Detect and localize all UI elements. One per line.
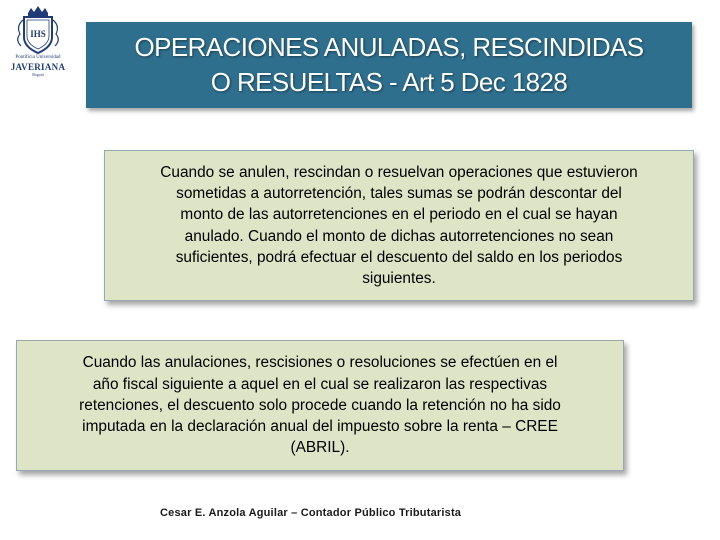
university-logo (6, 4, 70, 76)
paragraph-line: retenciones, el descuento solo procede cuando la retención no ha sido (79, 396, 561, 414)
paragraph-line: año fiscal siguiente a aquel en el cual se realizaron las respectivas (92, 375, 548, 393)
title-line: O RESUELTAS - Art 5 Dec 1828 (210, 67, 568, 97)
emblem-letters: IHS (30, 29, 46, 39)
crest-icon (6, 4, 70, 56)
paragraph-line: siguientes. (362, 269, 436, 287)
author-footer: Cesar E. Anzola Aguilar – Contador Público Tributarista (160, 507, 462, 519)
paragraph-box-2 (16, 340, 624, 471)
paragraph-line: imputada en la declaración anual del impuesto sobre la renta – CREE (82, 418, 558, 436)
paragraph-box-1 (104, 150, 694, 301)
logo-name: JAVERIANA (10, 62, 66, 72)
paragraph-line: sometidas a autorretención, tales sumas se podrán descontar del (176, 185, 622, 203)
paragraph-line: (ABRIL). (290, 439, 350, 457)
logo-city: Bogotá (32, 72, 44, 77)
paragraph-line: suficientes, podrá efectuar el descuento del saldo en los periodos (175, 248, 623, 266)
paragraph-line: monto de las autorretenciones en el periodo en el cual se hayan (180, 206, 618, 224)
paragraph-line: anulado. Cuando el monto de dichas autorretenciones no sean (184, 227, 614, 245)
paragraph-line: Cuando las anulaciones, rescisiones o resoluciones se efectúen en el (82, 354, 558, 372)
slide-title (86, 22, 692, 108)
title-line: OPERACIONES ANULADAS, RESCINDIDAS (134, 32, 644, 62)
paragraph-line: Cuando se anulen, rescindan o resuelvan operaciones que estuvieron (160, 163, 638, 181)
logo-small-text: Pontificia Universidad (15, 55, 61, 60)
